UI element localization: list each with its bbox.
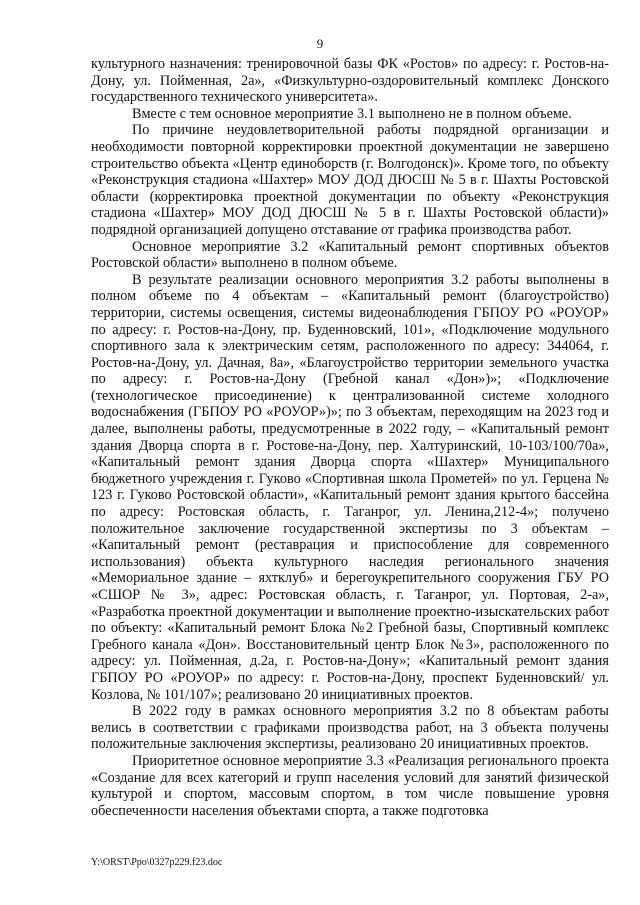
- paragraph-4: Основное мероприятие 3.2 «Капитальный ремонт спортивных объектов Ростовской области» выполнено в полном объеме.: [91, 238, 609, 272]
- footer-file-path: Y:\ORST\Ppo\0327p229.f23.doc: [91, 857, 223, 868]
- paragraph-6: В 2022 году в рамках основного мероприятия 3.2 по 8 объектам работы велись в соответствии с графиками производства работ, на 3 объекта получены положительные заключения экспертизы, реализовано 20 инициативных проектов.: [91, 703, 609, 753]
- paragraph-2: Вместе с тем основное мероприятие 3.1 выполнено не в полном объеме.: [132, 105, 572, 122]
- paragraph-5: В результате реализации основного мероприятия 3.2 работы выполнены в полном объеме по 4 объектам – «Капитальный ремонт (благоустройство) территории, системы освещения, системы видеонаблюдения ГБПОУ РО «РОУОР» по адресу: г. Ростов-на-Дону, пр. Буденновский, 101», «Подключение модульного спортивного зала к электрическим сетям, расположенного по адресу: 344064, г. Ростов-на-Дону, ул. Дачная, 8а», «Благоустройство территории земельного участка по адресу: г. Ростов-на-Дону (Гребной канал «Дон»)»; «Подключение (технологическое присоединение) к централизованной системе холодного водоснабжения (ГБПОУ РО «РОУОР»)»; по 3 объектам, переходящим на 2023 год и далее, выполнены работы, предусмотренные в 2022 году, – «Капитальный ремонт здания Дворца спорта в г. Ростове-на-Дону, пер. Халтуринский, 10-103/100/70а», «Капитальный ремонт здания Дворца спорта «Шахтер» Муниципального бюджетного учреждения г. Гуково «Спортивная школа Прометей» по ул. Герцена № 123 г. Гуково Ростовской области», «Капитальный ремонт здания крытого бассейна по адресу: Ростовская область, г. Таганрог, ул. Ленина,212-4»; получено положительное заключение государственной экспертизы по 3 объектам – «Капитальный ремонт (реставрация и приспособление для современного использования) объекта культурного наследия регионального значения «Мемориальное здание – яхтклуб» и берегоукрепительного сооружения ГБУ РО «СШОР № 3», адрес: Ростовская область, г. Таганрог, ул. Портовая, 2-а», «Разработка проектной документации и выполнение проектно-изыскательских работ по объекту: «Капитальный ремонт Блока №2 Гребной базы, Спортивный комплекс Гребного канала «Дон». Восстановительный центр Блок №3», расположенного по адресу: ул. Пойменная, д.2а, г. Ростов-на-Дону»; «Капитальный ремонт здания ГБПОУ РО «РОУОР» по адресу: г. Ростов-на-Дону, проспект Буденновский/ ул. Козлова, № 101/107»; реализовано 20 инициативных проектов.: [91, 271, 609, 703]
- body-text: [91, 56, 609, 819]
- paragraph-7: Приоритетное основное мероприятие 3.3 «Реализация регионального проекта «Создание для всех категорий и групп населения условий для занятий физической культурой и спортом, массовым спортом, в том числе повышение уровня обеспеченности населения объектами спорта, а также подготовка: [91, 752, 609, 819]
- paragraph-1: культурного назначения: тренировочной базы ФК «Ростов» по адресу: г. Ростов-на-Дону, ул. Пойменная, 2а», «Физкультурно-оздоровительный комплекс Донского государственного технического университета».: [91, 56, 609, 106]
- page-number: 9: [316, 36, 324, 51]
- paragraph-3: По причине неудовлетворительной работы подрядной организации и необходимости повторной корректировки проектной документации не завершено строительство объекта «Центр единоборств (г. Волгодонск)». Кроме того, по объекту «Реконструкция стадиона «Шахтер» МОУ ДОД ДЮСШ № 5 в г. Шахты Ростовской области (корректировка проектной документации по объекту «Реконструкция стадиона «Шахтер» МОУ ДОД ДЮСШ № 5 в г. Шахты Ростовской области)» подрядной организацией допущено отставание от графика производства работ.: [91, 122, 609, 238]
